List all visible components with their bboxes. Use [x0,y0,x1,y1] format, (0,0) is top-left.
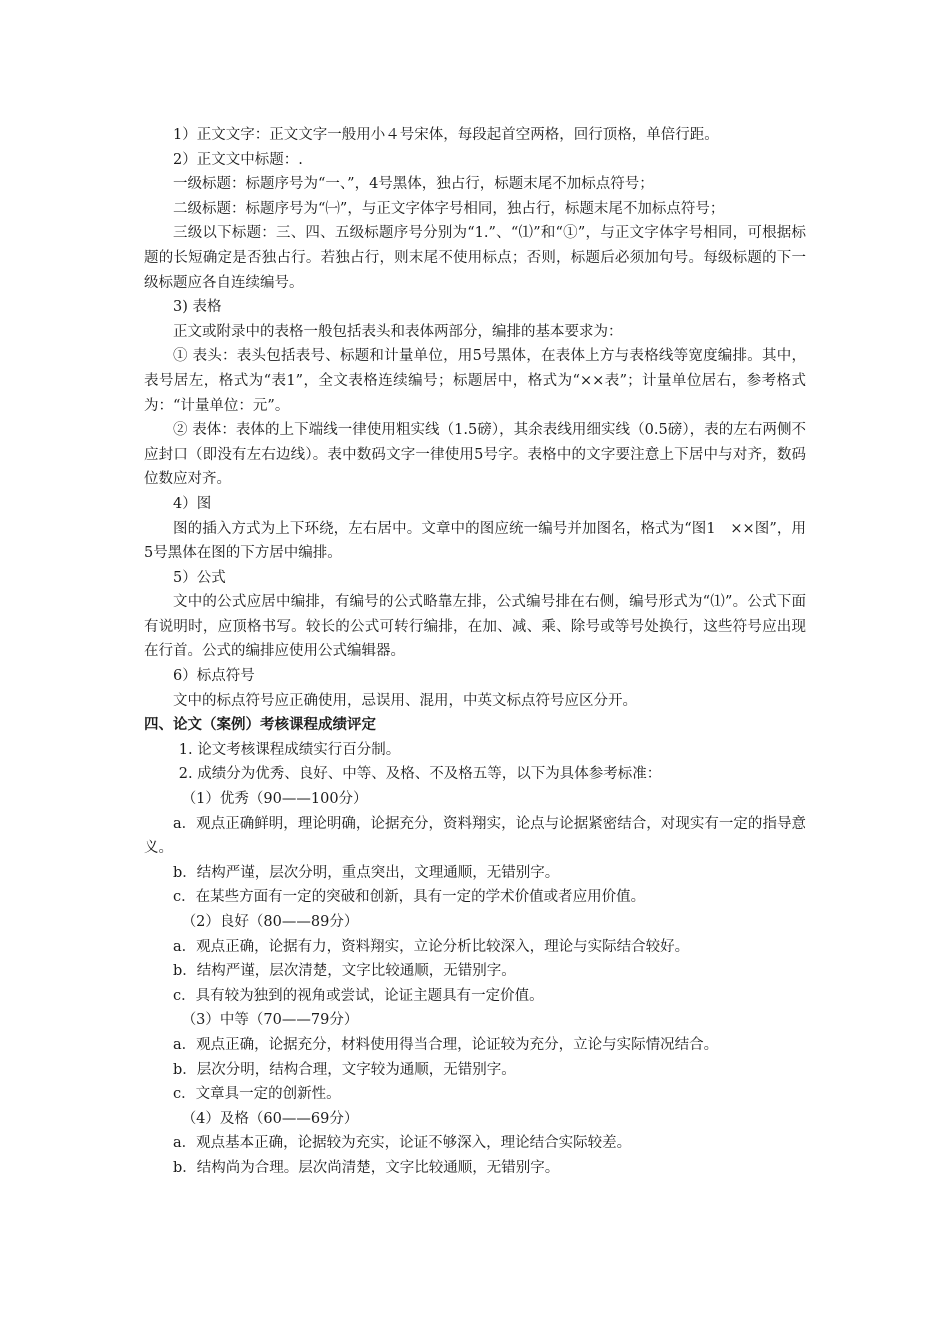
paragraph: 正文或附录中的表格一般包括表头和表体两部分，编排的基本要求为： [173,323,623,340]
paragraph: a．观点正确鲜明，理论明确，论据充分，资料翔实，论点与论据紧密结合，对现实有一定的指导意义。 [144,815,806,857]
paragraph: a．观点基本正确，论据较为充实，论证不够深入，理论结合实际较差。 [173,1135,632,1152]
paragraph: 6）标点符号 [173,668,255,685]
paragraph: 二级标题：标题序号为“㈠”，与正文字体字号相同，独占行，标题末尾不加标点符号； [173,200,725,217]
paragraph: 1）正文文字：正文文字一般用小４号宋体，每段起首空两格，回行顶格，单倍行距。 [173,127,719,143]
paragraph: （1）优秀（90——100分） [181,791,368,808]
paragraph: 5）公式 [173,569,226,586]
paragraph: 图的插入方式为上下环绕，左右居中。文章中的图应统一编号并加图名，格式为“图1 ××图”，用5号黑体在图的下方居中编排。 [144,520,806,562]
paragraph: b．结构严谨，层次清楚，文字比较通顺，无错别字。 [173,963,516,980]
paragraph: 一级标题：标题序号为“一、”，4号黑体，独占行，标题末尾不加标点符号； [173,176,654,193]
paragraph: 2. 成绩分为优秀、良好、中等、及格、不及格五等，以下为具体参考标准： [178,766,662,783]
paragraph: ② 表体：表体的上下端线一律使用粗实线（1.5磅），其余表线用细实线（0.5磅），表的左右两侧不应封口（即没有左右边线）。表中数码文字一律使用5号字。表格中的文字要注意上下居中与对齐，数码位数应对齐。 [144,422,806,488]
paragraph: c．具有较为独到的视角或尝试，论证主题具有一定价值。 [173,987,544,1004]
paragraph: 文中的标点符号应正确使用，忌误用、混用，中英文标点符号应区分开。 [173,692,637,709]
paragraph: ① 表头：表头包括表号、标题和计量单位，用5号黑体，在表体上方与表格线等宽度编排。其中，表号居左，格式为“表1”，全文表格连续编号；标题居中，格式为“××表”；计量单位居右，参考格式为：“计量单位：元”。 [144,348,806,414]
paragraph: a．观点正确，论据有力，资料翔实，立论分析比较深入，理论与实际结合较好。 [173,938,690,955]
paragraph: b．结构严谨，层次分明，重点突出，文理通顺，无错别字。 [173,864,560,881]
paragraph: b．层次分明，结构合理，文字较为通顺，无错别字。 [173,1061,516,1078]
paragraph: 三级以下标题：三、四、五级标题序号分别为“1.”、“⑴”和“①”，与正文字体字号相同，可根据标题的长短确定是否独占行。若独占行，则末尾不使用标点；否则，标题后必须加句号。每级标题的下一级标题应各自连续编号。 [144,225,806,291]
paragraph: 文中的公式应居中编排，有编号的公式略靠左排，公式编号排在右侧，编号形式为“⑴”。公式下面有说明时，应顶格书写。较长的公式可转行编排，在加、减、乘、除号或等号处换行，这些符号应出现在行首。公式的编排应使用公式编辑器。 [144,594,806,660]
paragraph: 2）正文文中标题：. [173,151,303,168]
paragraph: 1. 论文考核课程成绩实行百分制。 [178,741,401,758]
paragraph: （3）中等（70——79分） [181,1012,359,1029]
paragraph: 3) 表格 [173,299,222,316]
paragraph: 4）图 [173,495,212,512]
document-page [144,123,806,1181]
paragraph: c．在某些方面有一定的突破和创新，具有一定的学术价值或者应用价值。 [173,889,646,906]
paragraph: b．结构尚为合理。层次尚清楚，文字比较通顺，无错别字。 [173,1159,560,1176]
paragraph: a．观点正确，论据充分，材料使用得当合理，论证较为充分，立论与实际情况结合。 [173,1036,719,1053]
paragraph: （2）良好（80——89分） [181,914,359,930]
paragraph: （4）及格（60——69分） [181,1110,359,1127]
section-heading: 四、论文（案例）考核课程成绩评定 [144,717,376,734]
paragraph: c．文章具一定的创新性。 [173,1086,341,1103]
